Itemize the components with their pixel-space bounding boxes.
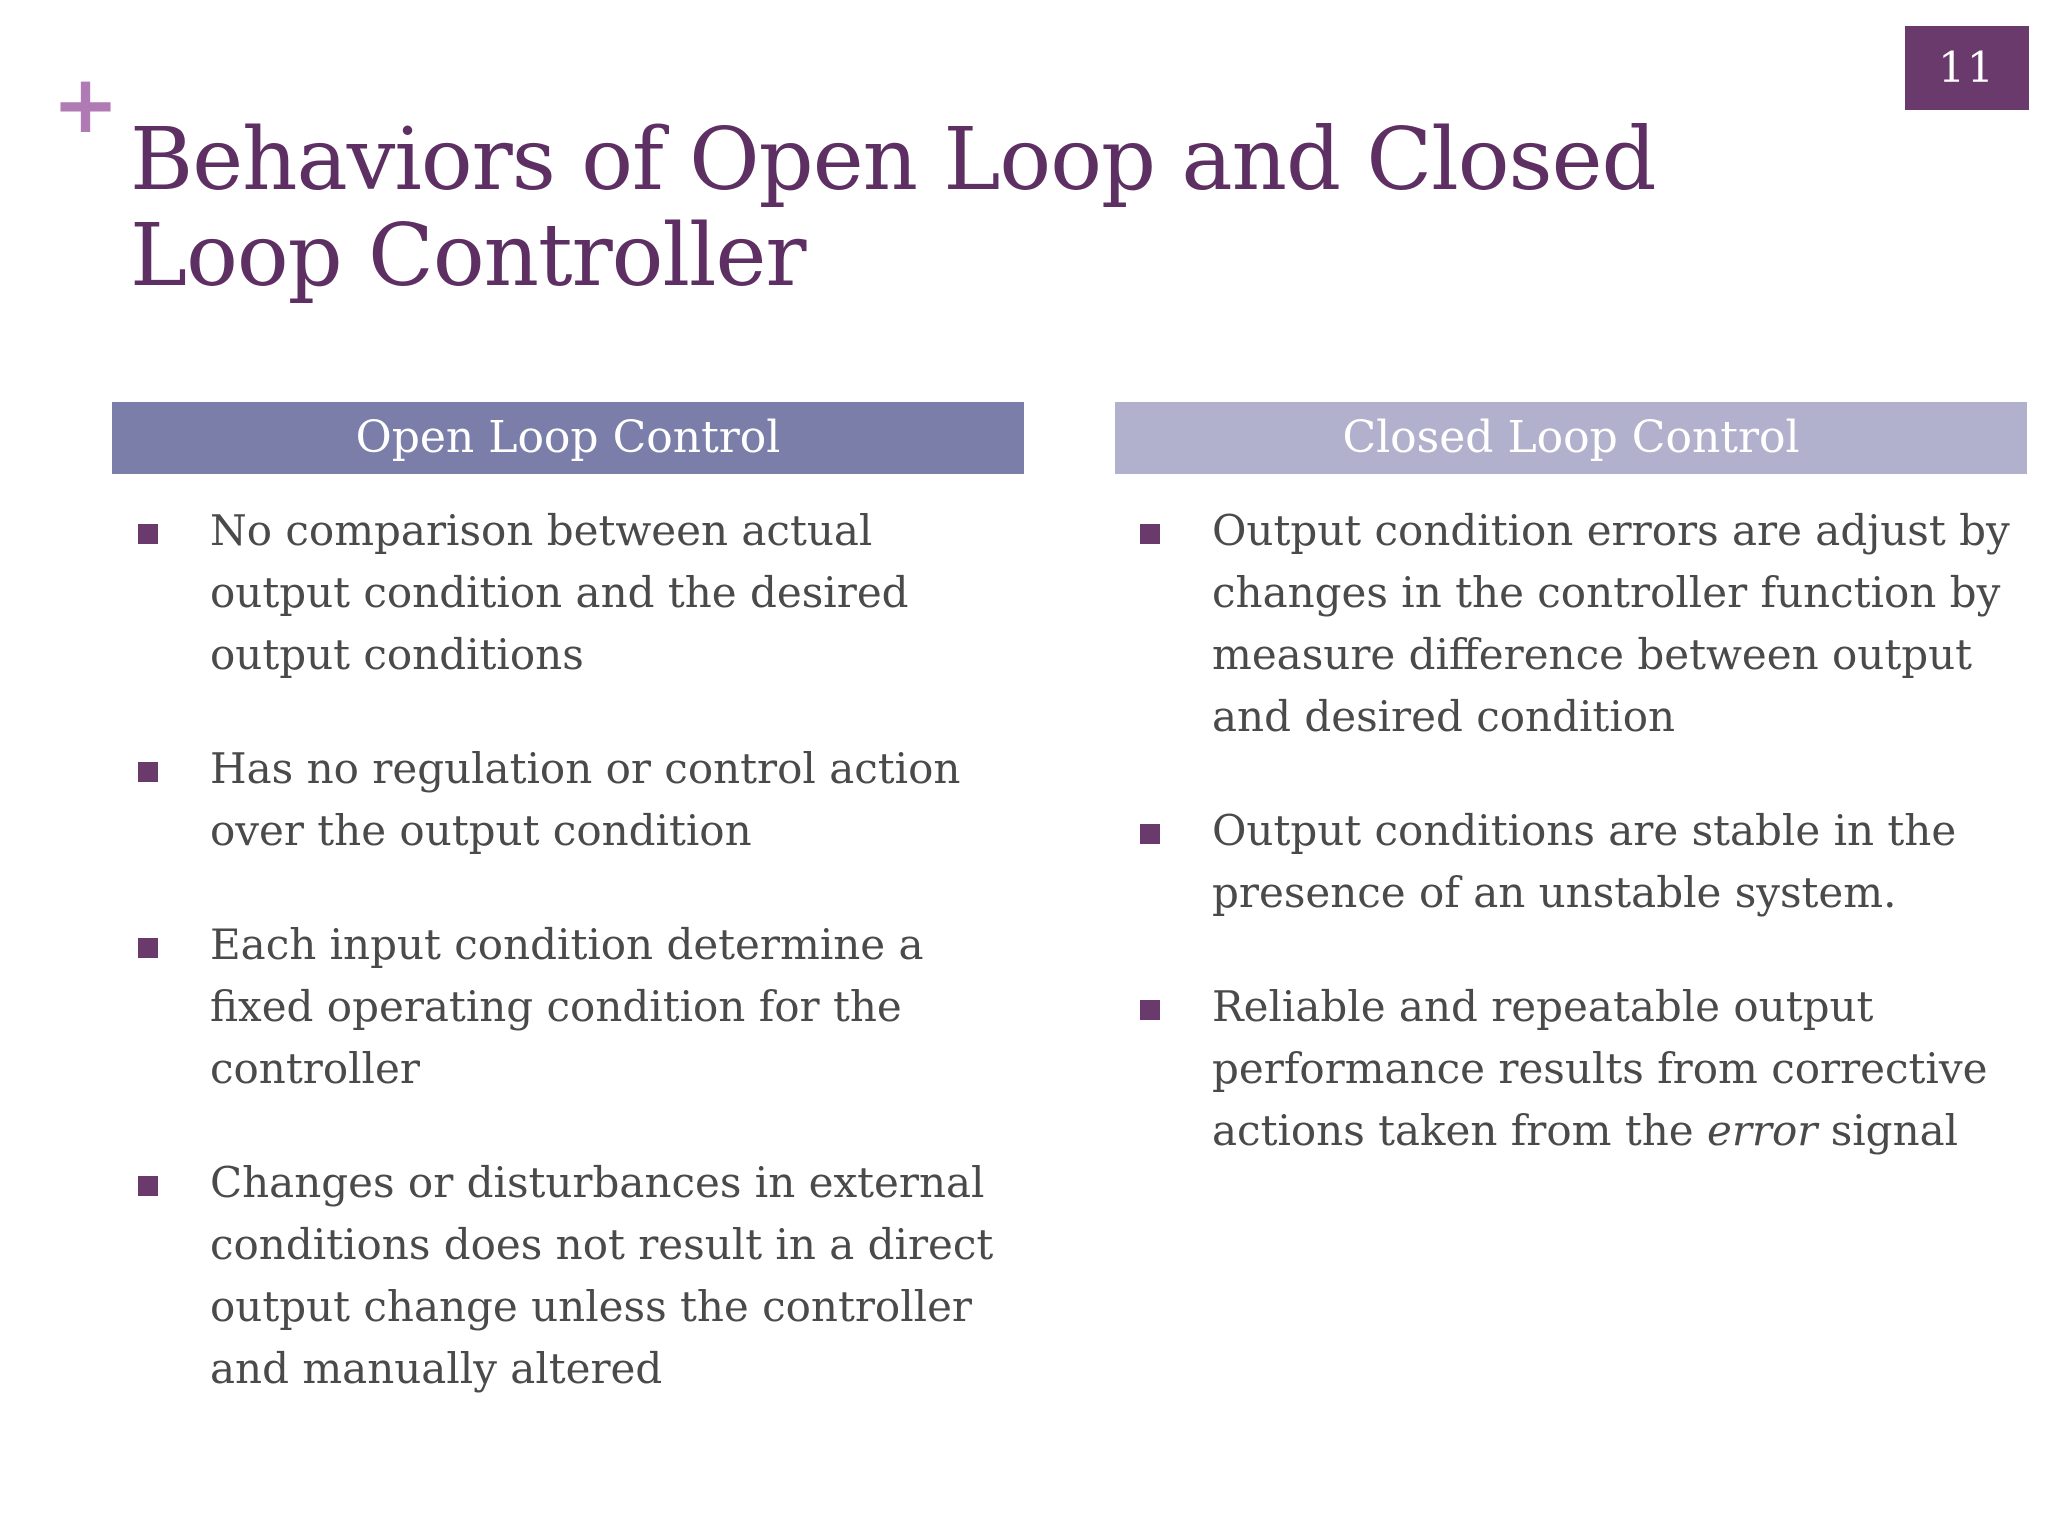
list-item: [130, 738, 1010, 862]
square-bullet-icon: [138, 1176, 158, 1196]
closed-loop-list: [1132, 500, 2012, 1214]
list-item-italic: error: [1706, 1106, 1818, 1155]
list-item: [1132, 500, 2012, 748]
square-bullet-icon: [1140, 524, 1160, 544]
list-item-text: No comparison between actual output condition and the desired output conditions: [210, 506, 909, 679]
open-loop-header: Open Loop Control: [112, 402, 1024, 474]
list-item-tail: signal: [1817, 1106, 1959, 1155]
square-bullet-icon: [138, 524, 158, 544]
list-item-text: Changes or disturbances in external conditions does not result in a direct output change unless the controller and manually altered: [210, 1158, 994, 1393]
list-item: [130, 914, 1010, 1100]
list-item: [1132, 976, 2012, 1162]
list-item-text: Output condition errors are adjust by changes in the controller function by measure difference between output and desired condition: [1212, 506, 2010, 741]
list-item: [130, 500, 1010, 686]
square-bullet-icon: [138, 938, 158, 958]
page-number: 11: [1905, 26, 2029, 110]
list-item-text: Each input condition determine a fixed operating condition for the controller: [210, 920, 924, 1093]
square-bullet-icon: [1140, 824, 1160, 844]
list-item-text: Output conditions are stable in the presence of an unstable system.: [1212, 806, 1957, 917]
list-item-text: Has no regulation or control action over the output condition: [210, 744, 961, 855]
plus-icon: +: [52, 58, 120, 151]
square-bullet-icon: [138, 762, 158, 782]
slide-title: Behaviors of Open Loop and Closed Loop Controller: [130, 110, 1656, 306]
open-loop-list: [130, 500, 1010, 1452]
closed-loop-header: Closed Loop Control: [1115, 402, 2027, 474]
list-item-text: Reliable and repeatable output performance results from corrective actions taken from the: [1212, 982, 1988, 1155]
square-bullet-icon: [1140, 1000, 1160, 1020]
list-item: [130, 1152, 1010, 1400]
list-item: [1132, 800, 2012, 924]
